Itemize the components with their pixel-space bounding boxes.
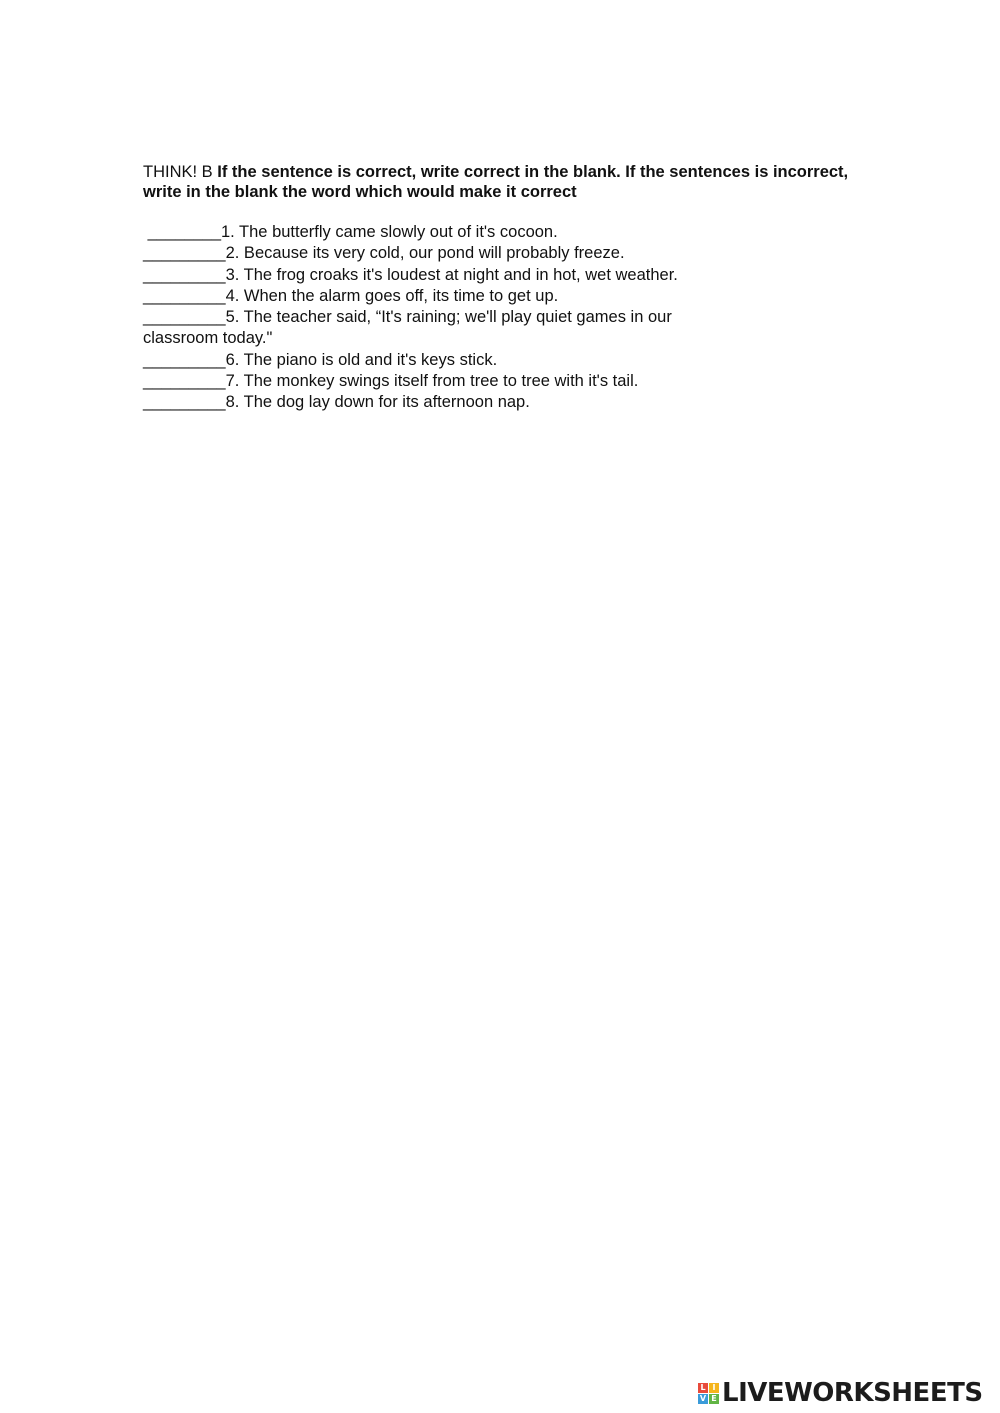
question-7[interactable]: _________7. The monkey swings itself from tree to tree with it's tail. [143, 372, 639, 391]
logo-mark-tile: I [709, 1383, 719, 1393]
logo-mark-icon [698, 1383, 719, 1404]
question-8[interactable]: _________8. The dog lay down for its afternoon nap. [143, 393, 530, 412]
question-6[interactable]: _________6. The piano is old and it's keys stick. [143, 350, 498, 369]
instructions-text: If the sentence is correct, write correct in the blank. If the sentences is incorrect, write in the blank the word which would make it correct [143, 163, 849, 201]
logo-mark-tile: L [698, 1383, 708, 1393]
liveworksheets-logo [698, 1378, 983, 1408]
question-4[interactable]: _________4. When the alarm goes off, its time to get up. [143, 286, 559, 305]
question-list [143, 222, 863, 414]
logo-text: LIVEWORKSHEETS [722, 1378, 983, 1408]
logo-mark-tile: E [709, 1394, 719, 1404]
instructions [143, 162, 863, 202]
instructions-lead: THINK! B [143, 163, 218, 181]
question-1[interactable]: ________1. The butterfly came slowly out of it's cocoon. [143, 223, 558, 241]
question-3[interactable]: _________3. The frog croaks it's loudest at night and in hot, wet weather. [143, 265, 678, 284]
question-5[interactable]: _________5. The teacher said, “It's raining; we'll play quiet games in our classroom today." [143, 308, 677, 348]
logo-mark-tile: V [699, 1393, 707, 1403]
question-2[interactable]: _________2. Because its very cold, our pond will probably freeze. [143, 244, 625, 263]
worksheet [143, 162, 863, 414]
